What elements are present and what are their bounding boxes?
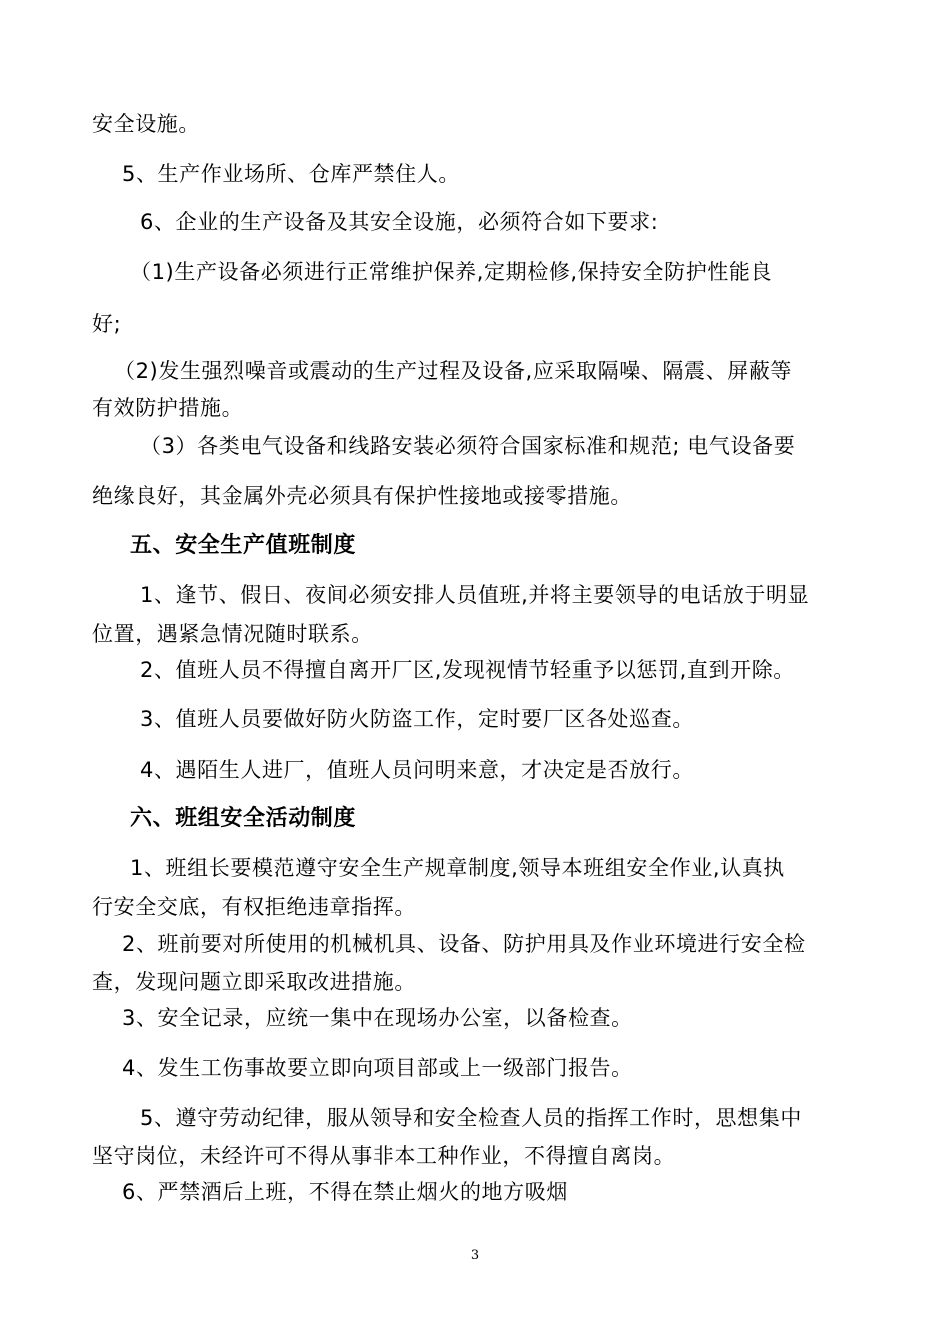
text-line: （3）各类电气设备和线路安装必须符合国家标准和规范; 电气设备要: [140, 434, 796, 458]
text-line: 2、值班人员不得擅自离开厂区,发现视情节轻重予以惩罚,直到开除。: [140, 658, 795, 682]
text-line: 好;: [92, 312, 122, 336]
text-line: （1)生产设备必须进行正常维护保养,定期检修,保持安全防护性能良: [130, 260, 773, 284]
text-line: 6、严禁酒后上班，不得在禁止烟火的地方吸烟: [122, 1180, 568, 1204]
text-line: （2)发生强烈噪音或震动的生产过程及设备,应采取隔噪、隔震、屏蔽等: [114, 359, 793, 383]
text-line: 有效防护措施。: [92, 396, 244, 420]
text-line: 1、逢节、假日、夜间必须安排人员值班,并将主要领导的电话放于明显: [140, 583, 810, 607]
text-line: 5、遵守劳动纪律，服从领导和安全检查人员的指挥工作时，思想集中: [140, 1106, 802, 1130]
text-line: 查，发现问题立即采取改进措施。: [92, 970, 416, 994]
section-heading-6: 六、班组安全活动制度: [130, 806, 357, 831]
text-line: 5、生产作业场所、仓库严禁住人。: [122, 162, 460, 186]
page-number: 3: [470, 1248, 480, 1263]
text-line: 行安全交底，有权拒绝违章指挥。: [92, 895, 416, 919]
text-line: 2、班前要对所使用的机械机具、设备、防护用具及作业环境进行安全检: [122, 932, 806, 956]
text-line: 坚守岗位，未经许可不得从事非本工种作业，不得擅自离岗。: [92, 1144, 676, 1168]
text-line: 4、发生工伤事故要立即向项目部或上一级部门报告。: [122, 1056, 633, 1080]
text-line: 3、值班人员要做好防火防盗工作，定时要厂区各处巡查。: [140, 707, 694, 731]
text-line: 位置，遇紧急情况随时联系。: [92, 622, 373, 646]
section-heading-5: 五、安全生产值班制度: [130, 533, 357, 558]
text-line: 4、遇陌生人进厂，值班人员问明来意，才决定是否放行。: [140, 758, 694, 782]
text-line: 绝缘良好，其金属外壳必须具有保护性接地或接零措施。: [92, 484, 632, 508]
text-line: 1、班组长要模范遵守安全生产规章制度,领导本班组安全作业,认真执: [130, 856, 785, 880]
text-line: 6、企业的生产设备及其安全设施，必须符合如下要求:: [140, 210, 659, 234]
text-line: 3、安全记录，应统一集中在现场办公室，以备检查。: [122, 1006, 633, 1030]
text-line: 安全设施。: [92, 112, 200, 136]
